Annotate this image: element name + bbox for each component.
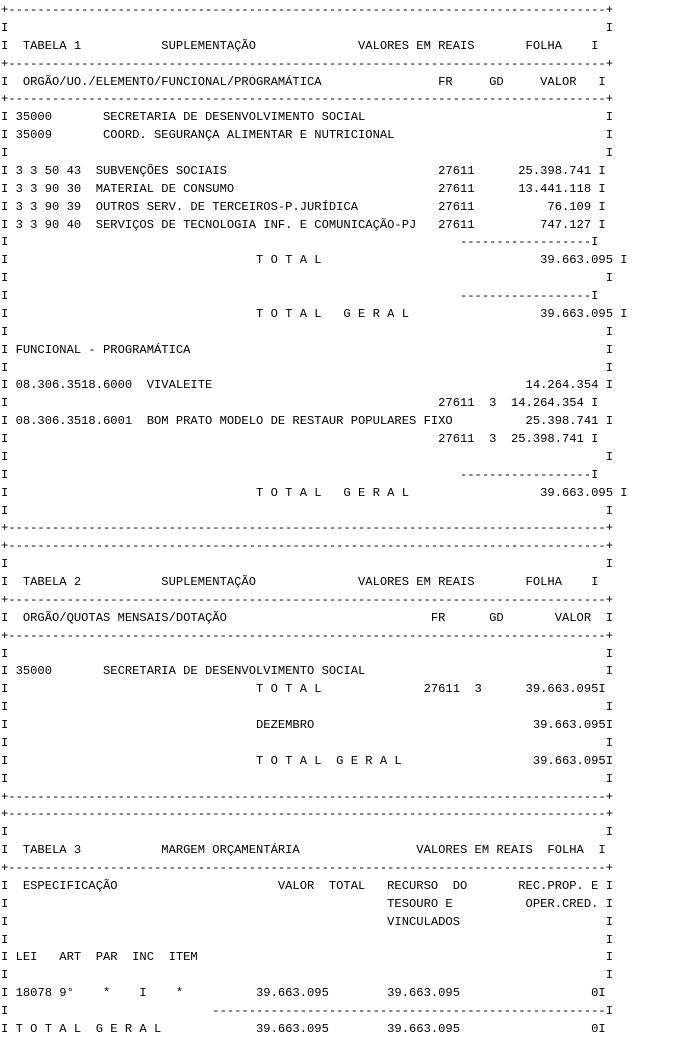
elemento-row: I 3 3 90 39 OUTROS SERV. DE TERCEIROS-P.JURÍDICA 27611 76.109 I xyxy=(1,199,606,214)
programa-detail-row: I 27611 3 14.264.354 I xyxy=(1,396,599,411)
table3-top-border: +----------------------------------------------------------------------------------+ xyxy=(1,807,613,822)
blank-row: I I xyxy=(1,449,613,464)
blank-row: I I xyxy=(1,271,613,286)
total-geral-row: I T O T A L G E R A L 39.663.095 I xyxy=(1,485,628,500)
funcional-heading: I FUNCIONAL - PROGRAMÁTICA I xyxy=(1,342,613,357)
programa-row: I 08.306.3518.6001 BOM PRATO MODELO DE RESTAUR POPULARES FIXO 25.398.741 I xyxy=(1,414,613,429)
blank-row: I I xyxy=(1,735,613,750)
border-row: +----------------------------------------------------------------------------------+ xyxy=(1,56,613,71)
table1-column-header: I ORGÃO/UO./ELEMENTO/FUNCIONAL/PROGRAMÁTICA FR GD VALOR I xyxy=(1,74,606,89)
programa-detail-row: I 27611 3 25.398.741 I xyxy=(1,432,599,446)
border-row: +----------------------------------------------------------------------------------+ xyxy=(1,628,613,643)
table2-top-border: +----------------------------------------------------------------------------------+ xyxy=(1,539,613,554)
blank-row: I I xyxy=(1,20,613,35)
table2-title-row: I TABELA 2 SUPLEMENTAÇÃO VALORES EM REAIS FOLHA I xyxy=(1,575,599,589)
blank-row: I I xyxy=(1,700,613,715)
blank-row: I I xyxy=(1,146,613,160)
subtotal-rule: I ------------------------------------------------------I xyxy=(1,1004,613,1018)
border-row: +----------------------------------------------------------------------------------+ xyxy=(1,92,613,107)
blank-row: I I xyxy=(1,503,613,518)
blank-row: I I xyxy=(1,771,613,786)
elemento-row: I 3 3 50 43 SUBVENÇÕES SOCIAIS 27611 25.398.741 I xyxy=(1,163,606,178)
table1-title-row: I TABELA 1 SUPLEMENTAÇÃO VALORES EM REAIS FOLHA I xyxy=(1,38,599,53)
subtotal-rule: I ------------------I xyxy=(1,289,599,303)
table1-top-border: +----------------------------------------------------------------------------------+ xyxy=(1,3,613,17)
unidade-row: I 35009 COORD. SEGURANÇA ALIMENTAR E NUTRICIONAL I xyxy=(1,128,613,143)
elemento-row: I 3 3 90 40 SERVIÇOS DE TECNOLOGIA INF. E COMUNICAÇÃO-PJ 27611 747.127 I xyxy=(1,217,606,232)
table1-bottom-border: +----------------------------------------------------------------------------------+ xyxy=(1,521,613,536)
programa-row: I 08.306.3518.6000 VIVALEITE 14.264.354 I xyxy=(1,378,613,393)
blank-row: I I xyxy=(1,646,613,661)
table2-column-header: I ORGÃO/QUOTAS MENSAIS/DOTAÇÃO FR GD VALOR I xyxy=(1,610,613,625)
orgao-row: I 35000 SECRETARIA DE DESENVOLVIMENTO SOCIAL I xyxy=(1,110,613,125)
subtotal-rule: I ------------------I xyxy=(1,235,599,250)
elemento-row: I 3 3 90 30 MATERIAL DE CONSUMO 27611 13.441.118 I xyxy=(1,181,606,196)
table3-column-header: I ESPECIFICAÇÃO VALOR TOTAL RECURSO DO REC.PROP. E I xyxy=(1,878,613,893)
subtotal-rule: I ------------------I xyxy=(1,467,599,482)
table2-bottom-border: +----------------------------------------------------------------------------------+ xyxy=(1,789,613,804)
table3-column-header: I VINCULADOS I xyxy=(1,914,613,929)
blank-row: I I xyxy=(1,825,613,840)
total-row: I T O T A L 39.663.095 I xyxy=(1,253,628,268)
total-geral-row: I T O T A L G E R A L 39.663.095 I xyxy=(1,306,628,321)
table3-column-header: I TESOURO E OPER.CRED. I xyxy=(1,896,613,911)
total-geral-row: I T O T A L G E R A L 39.663.095I xyxy=(1,753,613,768)
blank-row: I I xyxy=(1,324,613,339)
table3-title-row: I TABELA 3 MARGEM ORÇAMENTÁRIA VALORES EM REAIS FOLHA I xyxy=(1,843,606,858)
blank-row: I I xyxy=(1,557,613,572)
blank-row: I I xyxy=(1,360,613,375)
total-geral-row: I T O T A L G E R A L 39.663.095 39.663.095 0I xyxy=(1,1021,606,1036)
month-row: I DEZEMBRO 39.663.095I xyxy=(1,718,613,732)
lei-header-row: I LEI ART PAR INC ITEM I xyxy=(1,950,613,965)
orgao-row: I 35000 SECRETARIA DE DESENVOLVIMENTO SOCIAL I xyxy=(1,664,613,679)
lei-data-row: I 18078 9° * I * 39.663.095 39.663.095 0I xyxy=(1,986,606,1001)
border-row: +----------------------------------------------------------------------------------+ xyxy=(1,592,613,607)
blank-row: I I xyxy=(1,932,613,947)
blank-row: I I xyxy=(1,968,613,983)
border-row: +----------------------------------------------------------------------------------+ xyxy=(1,861,613,875)
total-row: I T O T A L 27611 3 39.663.095I xyxy=(1,682,606,697)
